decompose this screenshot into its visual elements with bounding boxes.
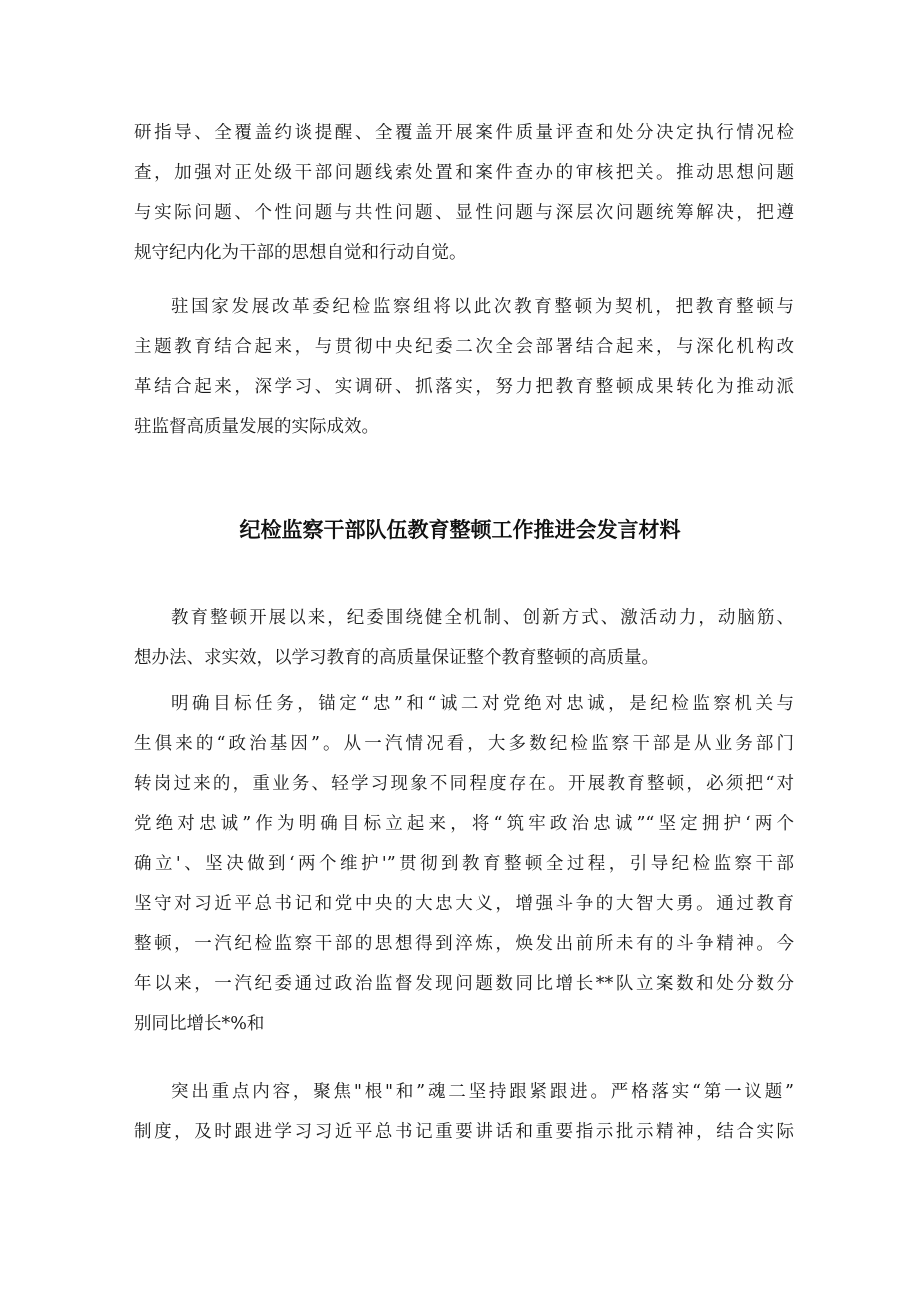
text-line: 突出重点内容，聚焦"根"和”魂二坚持跟紧跟进。严格落实“第一议题” [171,1082,794,1102]
paragraph-intro [134,598,794,678]
text-line: 党绝对忠诚”作为明确目标立起来，将“筑牢政治忠诚”“坚定拥护‘两个 [134,814,794,834]
text-line: 别同比增长*%和 [134,1014,265,1034]
text-line: 规守纪内化为干部的思想自觉和行动自觉。 [134,243,467,263]
paragraph-goals [134,684,794,1044]
paragraph-continuation [134,113,794,273]
document-title: 纪检监察干部队伍教育整顿工作推进会发言材料 [239,518,681,542]
text-line: 明确目标任务，锚定“忠”和“诚二对党绝对忠诚，是纪检监察机关与 [171,694,794,714]
text-line: 年以来，一汽纪委通过政治监督发现问题数同比增长**队立案数和处分数分 [134,974,794,994]
text-line: 整顿，一汽纪检监察干部的思想得到淬炼，焕发出前所未有的斗争精神。今 [134,934,794,954]
text-line: 研指导、全覆盖约谈提醒、全覆盖开展案件质量评查和处分决定执行情况检 [134,123,794,143]
text-line: 教育整顿开展以来，纪委围绕健全机制、创新方式、激活动力，动脑筋、 [171,608,794,628]
text-line: 驻国家发展改革委纪检监察组将以此次教育整顿为契机，把教育整顿与 [171,297,794,317]
paragraph-conclusion [134,287,794,447]
text-line: 查，加强对正处级干部问题线索处置和案件查办的审核把关。推动思想问题 [134,163,794,183]
text-line: 与实际问题、个性问题与共性问题、显性问题与深层次问题统筹解决，把遵 [134,203,794,223]
paragraph-focus [134,1072,794,1152]
text-line: 想办法、求实效，以学习教育的高质量保证整个教育整顿的高质量。 [134,648,659,668]
text-line: 主题教育结合起来，与贯彻中央纪委二次全会部署结合起来，与深化机构改 [134,337,794,357]
text-line: 坚守对习近平总书记和党中央的大忠大义，增强斗争的大智大勇。通过教育 [134,894,794,914]
text-line: 生俱来的“政治基因”。从一汽情况看，大多数纪检监察干部是从业务部门 [134,734,794,754]
text-line: 转岗过来的，重业务、轻学习现象不同程度存在。开展教育整顿，必须把“对 [134,774,794,794]
text-line: 制度，及时跟进学习习近平总书记重要讲话和重要指示批示精神，结合实际 [134,1122,794,1142]
text-line: 驻监督高质量发展的实际成效。 [134,417,379,437]
text-line: 革结合起来，深学习、实调研、抓落实，努力把教育整顿成果转化为推动派 [134,377,794,397]
text-line: 确立'、坚决做到‘两个维护'”贯彻到教育整顿全过程，引导纪检监察干部 [134,854,794,874]
